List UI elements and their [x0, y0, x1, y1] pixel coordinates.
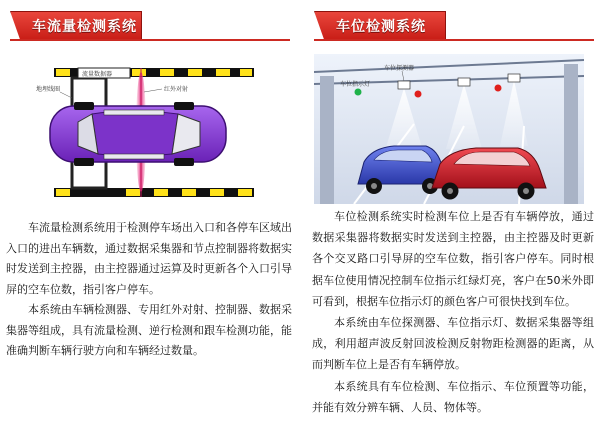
collector-label: 流量数据器 — [82, 71, 113, 78]
parking-detector — [508, 74, 520, 82]
traffic-flow-title: 车流量检测系统 — [32, 19, 137, 35]
parking-space-panel — [304, 0, 600, 445]
red-indicator-light — [495, 85, 502, 92]
detector-label: 车位探测器 — [384, 65, 415, 72]
pillar — [320, 76, 334, 204]
parking-space-paragraph-3: 本系统具有车位检测、车位指示、车位预置等功能，并能有效分辨车辆、人员、物体等。 — [312, 379, 594, 414]
parking-space-illustration — [314, 54, 584, 204]
lane-line-label: 地埋线圈 — [36, 86, 61, 93]
parking-space-paragraph-2: 本系统由车位探测器、车位指示灯、数据采集器等组成，利用超声波反射回波检测反射物距检测器的距离，从而判断车位上是否有车辆停放。 — [312, 316, 594, 372]
red-indicator-light — [415, 91, 422, 98]
parking-detector — [398, 81, 410, 89]
parking-space-description — [312, 206, 594, 418]
parking-detector — [458, 78, 470, 86]
ir-beam-label: 红外对射 — [164, 86, 189, 93]
pillar — [564, 64, 578, 204]
purple-car — [50, 102, 226, 166]
parking-space-title-bar — [314, 11, 454, 39]
traffic-flow-title-bar — [10, 11, 150, 39]
traffic-flow-description — [6, 218, 292, 362]
indicator-label: 车位指示灯 — [340, 81, 371, 88]
green-indicator-light — [355, 89, 362, 96]
traffic-flow-paragraph-1: 车流量检测系统用于检测停车场出入口和各停车区域出入口的进出车辆数，通过数据采集器和节点控制器将数据实时发送到主控器，由主控器通过运算及时更新各个入口引导屏的空车位数，指引客户停车。 — [6, 221, 292, 296]
title-underline — [314, 39, 594, 41]
traffic-flow-illustration — [14, 54, 284, 204]
parking-space-title: 车位检测系统 — [336, 19, 426, 35]
traffic-flow-paragraph-2: 本系统由车辆检测器、专用红外对射、控制器、数据采集器等组成，具有流量检测、逆行检测和跟车检测功能，能准确判断车辆行驶方向和车辆经过数量。 — [6, 303, 292, 357]
title-underline — [10, 39, 290, 41]
parking-space-paragraph-1: 车位检测系统实时检测车位上是否有车辆停放，通过数据采集器将数据实时发送到主控器，由主控器及时更新各个交叉路口引导屏的空车位数，指引客户停车。同时根据车位使用情况控制车位指示红绿灯亮，客户在50米外即可看到，根据车位指示灯的颜色客户可很快找到车位。 — [312, 210, 594, 308]
traffic-flow-panel — [0, 0, 296, 445]
